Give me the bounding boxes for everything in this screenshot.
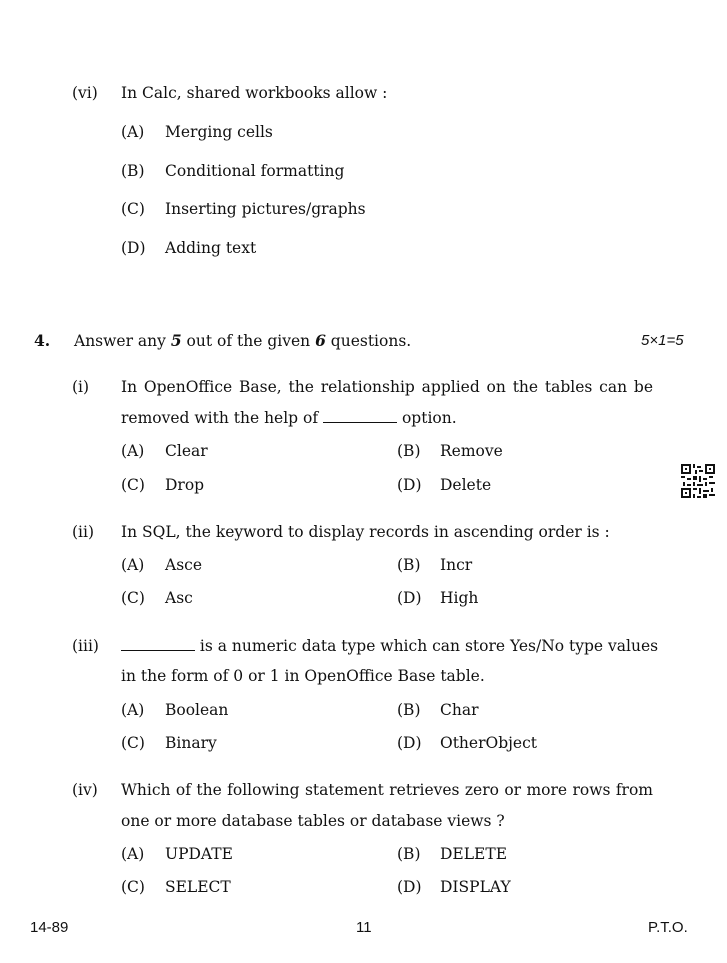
option-letter: (A): [121, 701, 145, 719]
question-text-line2: removed with the help of option.: [121, 409, 457, 427]
option-text: Clear: [165, 442, 208, 460]
option-text: Merging cells: [165, 123, 273, 141]
option-text: Conditional formatting: [165, 162, 345, 180]
question-label: (ii): [72, 523, 95, 541]
question-text: In SQL, the keyword to display records in ascending order is :: [121, 523, 610, 541]
option-letter: (D): [397, 589, 422, 607]
option-letter: (B): [397, 442, 421, 460]
option-letter: (A): [121, 123, 145, 141]
question-text-line2: in the form of 0 or 1 in OpenOffice Base table.: [121, 667, 485, 685]
marks-allocation: 5×1=5: [641, 332, 684, 349]
option-text: Incr: [440, 556, 473, 574]
question-label: (iii): [72, 637, 99, 655]
section-number: 4.: [34, 331, 51, 350]
option-letter: (A): [121, 556, 145, 574]
question-text-line2: one or more database tables or database views ?: [121, 812, 505, 830]
option-text: Delete: [440, 476, 492, 494]
page-number: 11: [356, 919, 372, 936]
option-text: DISPLAY: [440, 878, 511, 896]
option-letter: (D): [121, 239, 146, 257]
option-letter: (D): [397, 476, 422, 494]
option-text: Inserting pictures/graphs: [165, 200, 366, 218]
question-label: (vi): [72, 84, 98, 102]
qr-code-icon: [681, 464, 715, 498]
option-letter: (B): [397, 845, 421, 863]
option-letter: (C): [121, 878, 145, 896]
option-letter: (C): [121, 476, 145, 494]
option-letter: (A): [121, 845, 145, 863]
option-text: Char: [440, 701, 479, 719]
question-label: (iv): [72, 781, 98, 799]
please-turn-over: P.T.O.: [648, 919, 688, 936]
option-letter: (B): [397, 701, 421, 719]
option-text: OtherObject: [440, 734, 538, 752]
option-text: Remove: [440, 442, 503, 460]
option-letter: (A): [121, 442, 145, 460]
question-text-line1: is a numeric data type which can store Yes/No type values: [121, 637, 658, 655]
question-label: (i): [72, 378, 90, 396]
option-text: Drop: [165, 476, 205, 494]
question-text-line1: In OpenOffice Base, the relationship applied on the tables can be: [121, 378, 653, 396]
option-letter: (B): [121, 162, 145, 180]
section-instruction: Answer any 5 out of the given 6 questions.: [74, 331, 412, 350]
question-text-line1: Which of the following statement retrieves zero or more rows from: [121, 781, 653, 799]
option-text: Adding text: [165, 239, 257, 257]
option-text: High: [440, 589, 479, 607]
option-letter: (C): [121, 734, 145, 752]
option-text: Binary: [165, 734, 217, 752]
option-text: UPDATE: [165, 845, 233, 863]
answer-blank: [121, 650, 195, 651]
option-letter: (B): [397, 556, 421, 574]
option-letter: (D): [397, 878, 422, 896]
option-text: Boolean: [165, 701, 229, 719]
answer-blank: [323, 422, 397, 423]
question-text: In Calc, shared workbooks allow :: [121, 84, 388, 102]
option-text: SELECT: [165, 878, 231, 896]
option-letter: (D): [397, 734, 422, 752]
paper-code: 14-89: [30, 919, 69, 936]
option-text: DELETE: [440, 845, 508, 863]
option-text: Asce: [165, 556, 203, 574]
option-letter: (C): [121, 200, 145, 218]
option-text: Asc: [165, 589, 193, 607]
option-letter: (C): [121, 589, 145, 607]
